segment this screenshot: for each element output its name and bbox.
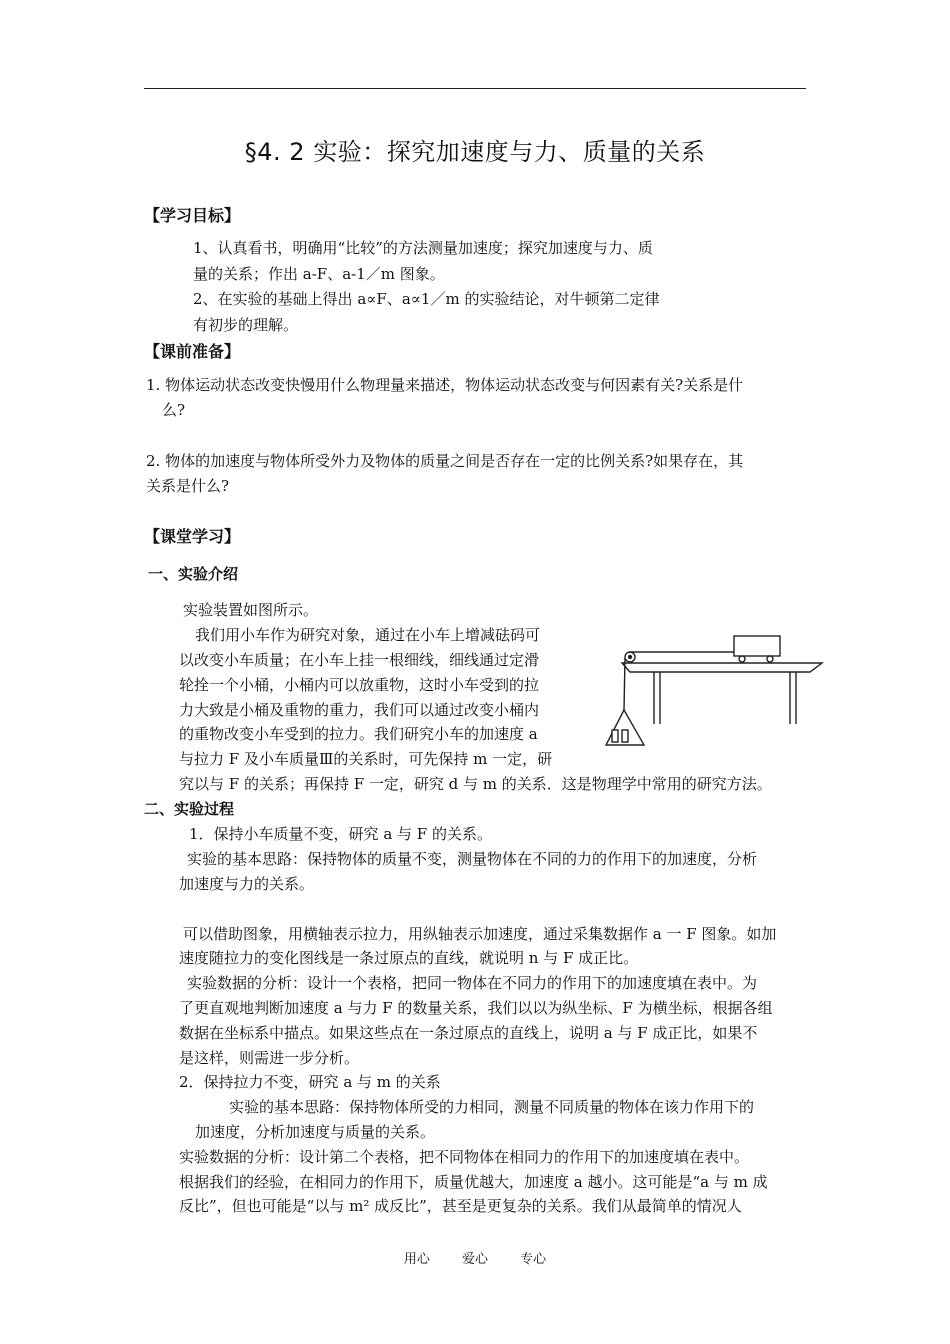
process-line-5: 速度随拉力的变化图线是一条过原点的直线，就说明 n 与 F 成正比。 [179, 949, 639, 967]
intro-line-4: 轮拴一个小桶，小桶内可以放重物，这时小车受到的拉 [179, 676, 540, 694]
process-line-6: 实验数据的分析：设计一个表格，把同一物体在不同力的作用下的加速度填在表中。为 [187, 974, 758, 992]
goal-line-3: 2、在实验的基础上得出 a∝F、a∝1／m 的实验结论，对牛顿第二定律 [193, 290, 660, 308]
prep-q2-line-2: 关系是什么? [146, 477, 230, 495]
process-line-8: 数据在坐标系中描点。如果这些点在一条过原点的直线上，说明 a 与 F 成正比，如果不 [179, 1024, 758, 1042]
goal-line-2: 量的关系；作出 a-F、a-1／m 图象。 [193, 265, 445, 283]
process-line-13: 实验数据的分析：设计第二个表格，把不同物体在相同力的作用下的加速度填在表中。 [179, 1148, 750, 1166]
process-line-10: 2．保持拉力不变，研究 a 与 m 的关系 [179, 1073, 441, 1091]
header-rule [144, 88, 806, 89]
intro-line-3: 以改变小车质量；在小车上挂一根细线，细线通过定滑 [179, 651, 540, 669]
process-line-7: 了更直观地判断加速度 a 与力 F 的数量关系，我们以以为纵坐标、F 为横坐标，根据各组 [179, 999, 773, 1017]
process-line-3: 加速度与力的关系。 [179, 875, 315, 893]
process-line-11: 实验的基本思路：保持物体所受的力相同，测量不同质量的物体在该力作用下的 [229, 1098, 755, 1116]
process-line-14: 根据我们的经验，在相同力的作用下，质量优越大，加速度 a 越小。这可能是“a 与 m 成 [179, 1173, 768, 1191]
heading-preparation: 【课前准备】 [144, 342, 241, 361]
process-line-9: 是这样，则需进一步分析。 [179, 1049, 360, 1067]
process-line-2: 实验的基本思路：保持物体的质量不变，测量物体在不同的力的作用下的加速度，分析 [187, 850, 758, 868]
page-footer: 用心 爱心 专心 [403, 1252, 547, 1267]
page-title: §4. 2 实验：探究加速度与力、质量的关系 [244, 138, 706, 166]
intro-line-2: 我们用小车作为研究对象，通过在小车上增减砝码可 [195, 626, 541, 644]
process-line-12: 加速度，分析加速度与质量的关系。 [195, 1123, 436, 1141]
prep-q1-line-2: 么? [162, 401, 186, 419]
intro-line-7: 与拉力 F 及小车质量Ⅲ的关系时，可先保持 m 一定，研 [179, 750, 553, 768]
process-line-15: 反比”，但也可能是“以与 m² 成反比”，甚至是更复杂的关系。我们从最简单的情况人 [179, 1197, 742, 1215]
prep-q1-line-1: 1. 物体运动状态改变快慢用什么物理量来描述，物体运动状态改变与何因素有关?关系是什 [146, 376, 744, 394]
intro-line-8: 究以与 F 的关系；再保持 F 一定，研究 d 与 m 的关系．这是物理学中常用的研究方法。 [179, 775, 772, 793]
intro-line-6: 的重物改变小车受到的拉力。我们研究小车的加速度 a [179, 725, 538, 743]
heading-class-study: 【课堂学习】 [144, 527, 241, 546]
intro-line-1: 实验装置如图所示。 [183, 601, 319, 619]
subheading-experiment-intro: 一、实验介绍 [148, 565, 239, 583]
prep-q2-line-1: 2. 物体的加速度与物体所受外力及物体的质量之间是否存在一定的比例关系?如果存在，其 [146, 452, 744, 470]
process-line-1: 1．保持小车质量不变，研究 a 与 F 的关系。 [189, 825, 492, 843]
goal-line-4: 有初步的理解。 [193, 316, 299, 334]
intro-line-5: 力大致是小桶及重物的重力，我们可以通过改变小桶内 [179, 701, 540, 719]
heading-learning-goals: 【学习目标】 [144, 206, 241, 225]
cart-pulley-apparatus-figure [600, 628, 828, 754]
goal-line-1: 1、认真看书，明确用“比较”的方法测量加速度；探究加速度与力、质 [193, 239, 653, 257]
process-line-4: 可以借助图象，用横轴表示拉力，用纵轴表示加速度，通过采集数据作 a 一 F 图象。如加 [183, 925, 777, 943]
subheading-experiment-process: 二、实验过程 [144, 800, 235, 818]
